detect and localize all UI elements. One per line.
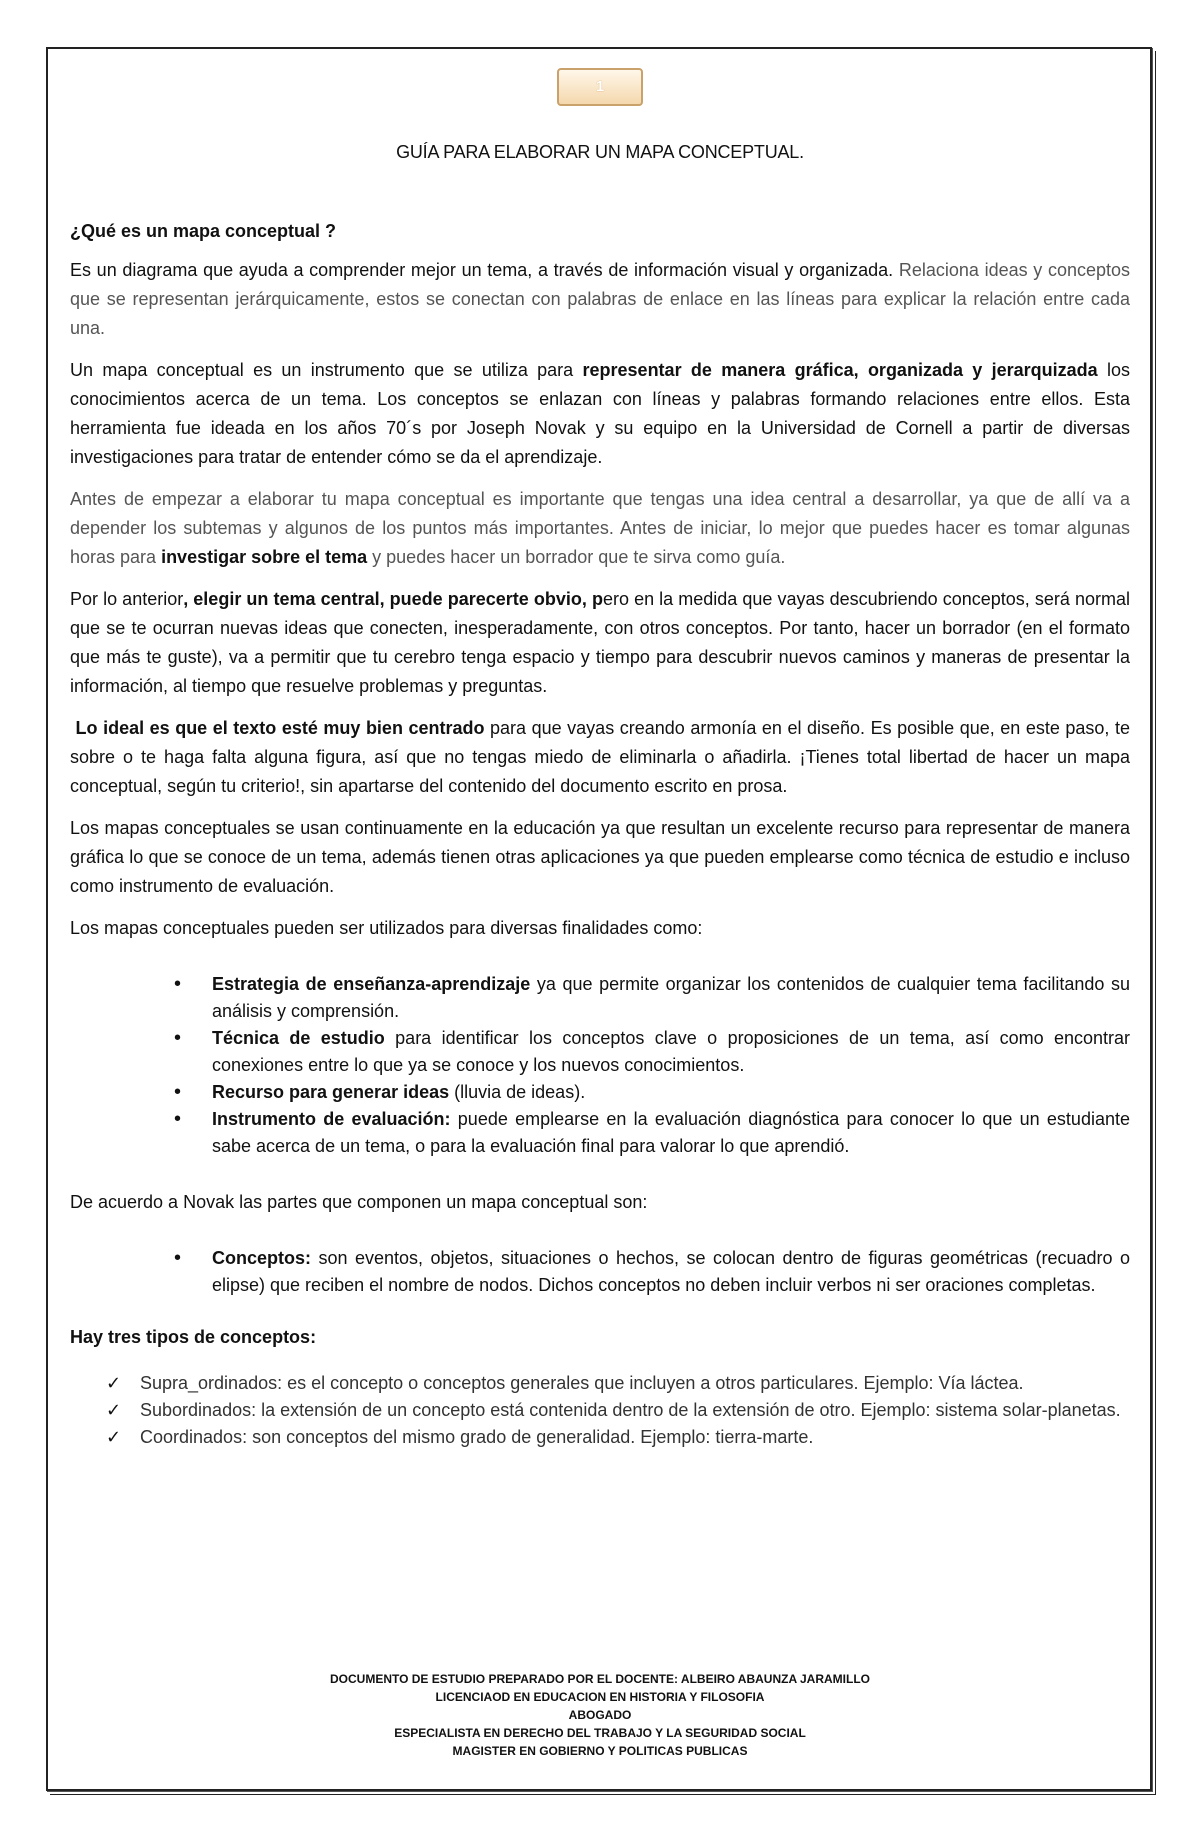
list-item: • Conceptos: son eventos, objetos, situaciones o hechos, se colocan dentro de figuras geométricas (recuadro o elipse) que reciben el nombre de nodos. Dichos conceptos no deben incluir verbos ni ser oraciones completas. [212, 1245, 1130, 1299]
paragraph-novak-parts: De acuerdo a Novak las partes que componen un mapa conceptual son: [70, 1192, 648, 1212]
concept-types-heading: Hay tres tipos de conceptos: [70, 1327, 317, 1347]
list-item: • Instrumento de evaluación: puede emplearse en la evaluación diagnóstica para conocer lo que un estudiante sabe acerca de un tema, o para la evaluación final para valorar lo que aprendió. [212, 1106, 1130, 1160]
paragraph-before-start [70, 485, 1130, 572]
paragraph-instrument [70, 356, 1130, 472]
definition-relation-text: Relaciona ideas y conceptos que se representan jerárquicamente, estos se conectan con palabras de enlace en las líneas para explicar la relación entre cada una. [70, 260, 1130, 338]
footer-line: DOCUMENTO DE ESTUDIO PREPARADO POR EL DOCENTE: ALBEIRO ABAUNZA JARAMILLO [329, 1672, 871, 1686]
check-icon: ✓ [106, 1373, 122, 1393]
uses-list [70, 971, 1130, 1160]
before-start-text-c: y puedes hacer un borrador que te sirva como guía. [367, 547, 786, 567]
centered-text-emphasis: Lo ideal es que el texto esté muy bien centrado [75, 718, 485, 738]
footer-line: ESPECIALISTA EN DERECHO DEL TRABAJO Y LA SEGURIDAD SOCIAL [394, 1726, 806, 1740]
question-heading: ¿Qué es un mapa conceptual ? [70, 221, 337, 241]
before-start-text-a: Antes de empezar a elaborar tu mapa conceptual es importante que tengas una idea central a desarrollar, ya que de allí va a depender los subtemas y algunos de los puntos más importantes. Antes de iniciar, lo mejor que puedes hacer es tomar algunas horas para [70, 489, 1130, 567]
footer-line: LICENCIAOD EN EDUCACION EN HISTORIA Y FILOSOFIA [435, 1690, 765, 1704]
instrument-text-a: Un mapa conceptual es un instrumento que se utiliza para [70, 360, 583, 380]
central-topic-text-a: Por lo anterior [70, 589, 184, 609]
footer-credits [160, 1670, 1040, 1760]
check-icon: ✓ [106, 1427, 122, 1447]
page-title: GUÍA PARA ELABORAR UN MAPA CONCEPTUAL. [396, 142, 804, 162]
paragraph-education: Los mapas conceptuales se usan continuamente en la educación ya que resultan un excelente recurso para representar de manera gráfica lo que se conoce de un tema, además tienen otras aplicaciones ya que pueden emplearse como técnica de estudio e incluso como instrumento de evaluación. [70, 818, 1130, 896]
check-icon: ✓ [106, 1400, 122, 1420]
list-item: • Estrategia de enseñanza-aprendizaje ya que permite organizar los contenidos de cualquier tema facilitando su análisis y comprensión. [212, 971, 1130, 1025]
list-item: • Técnica de estudio para identificar los conceptos clave o proposiciones de un tema, así como encontrar conexiones entre lo que ya se conoce y los nuevos conocimientos. [212, 1025, 1130, 1079]
list-item: ✓ Subordinados: la extensión de un concepto está contenida dentro de la extensión de otro. Ejemplo: sistema solar-planetas. [140, 1397, 1130, 1424]
paragraph-purposes: Los mapas conceptuales pueden ser utilizados para diversas finalidades como: [70, 918, 703, 938]
document-body [70, 142, 1130, 1451]
list-item: • Recurso para generar ideas (lluvia de ideas). [212, 1079, 1130, 1106]
list-item: ✓ Coordinados: son conceptos del mismo grado de generalidad. Ejemplo: tierra-marte. [140, 1424, 1130, 1451]
paragraph-centered-text [70, 714, 1130, 801]
concept-types-list [70, 1370, 1130, 1451]
footer-line: ABOGADO [568, 1708, 632, 1722]
footer-line: MAGISTER EN GOBIERNO Y POLITICAS PUBLICAS [452, 1744, 748, 1758]
before-start-emphasis: investigar sobre el tema [161, 547, 368, 567]
centered-text-body: para que vayas creando armonía en el diseño. Es posible que, en este paso, te sobre o te haga falta alguna figura, así que no tengas miedo de eliminarla o añadirla. ¡Tienes total libertad de hacer un mapa conceptual, según tu criterio!, sin apartarse del contenido del documento escrito en prosa. [70, 718, 1130, 796]
paragraph-definition [70, 256, 1130, 343]
instrument-emphasis: representar de manera gráfica, organizada y jerarquizada [582, 360, 1098, 380]
instrument-text-c: los conocimientos acerca de un tema. Los conceptos se enlazan con líneas y palabras formando relaciones entre ellos. Esta herramienta fue ideada en los años 70´s por Joseph Novak y su equipo en la Universidad de Cornell a partir de diversas investigaciones para tratar de entender cómo se da el aprendizaje. [70, 360, 1130, 467]
parts-list [70, 1245, 1130, 1299]
paragraph-central-topic [70, 585, 1130, 701]
page-number-badge: 1 [557, 68, 643, 106]
central-topic-emphasis: , elegir un tema central, puede parecerte obvio, p [183, 589, 603, 609]
list-item: ✓ Supra_ordinados: es el concepto o conceptos generales que incluyen a otros particulares. Ejemplo: Vía láctea. [140, 1370, 1130, 1397]
definition-text: Es un diagrama que ayuda a comprender mejor un tema, a través de información visual y organizada. [70, 260, 894, 280]
central-topic-text-c: ero en la medida que vayas descubriendo conceptos, será normal que se te ocurran nuevas ideas que conecten, inesperadamente, con otros conceptos. Por tanto, hacer un borrador (en el formato que más te guste), va a permitir que tu cerebro tenga espacio y tiempo para descubrir nuevos caminos y maneras de presentar la información, al tiempo que resuelve problemas y preguntas. [70, 589, 1130, 696]
